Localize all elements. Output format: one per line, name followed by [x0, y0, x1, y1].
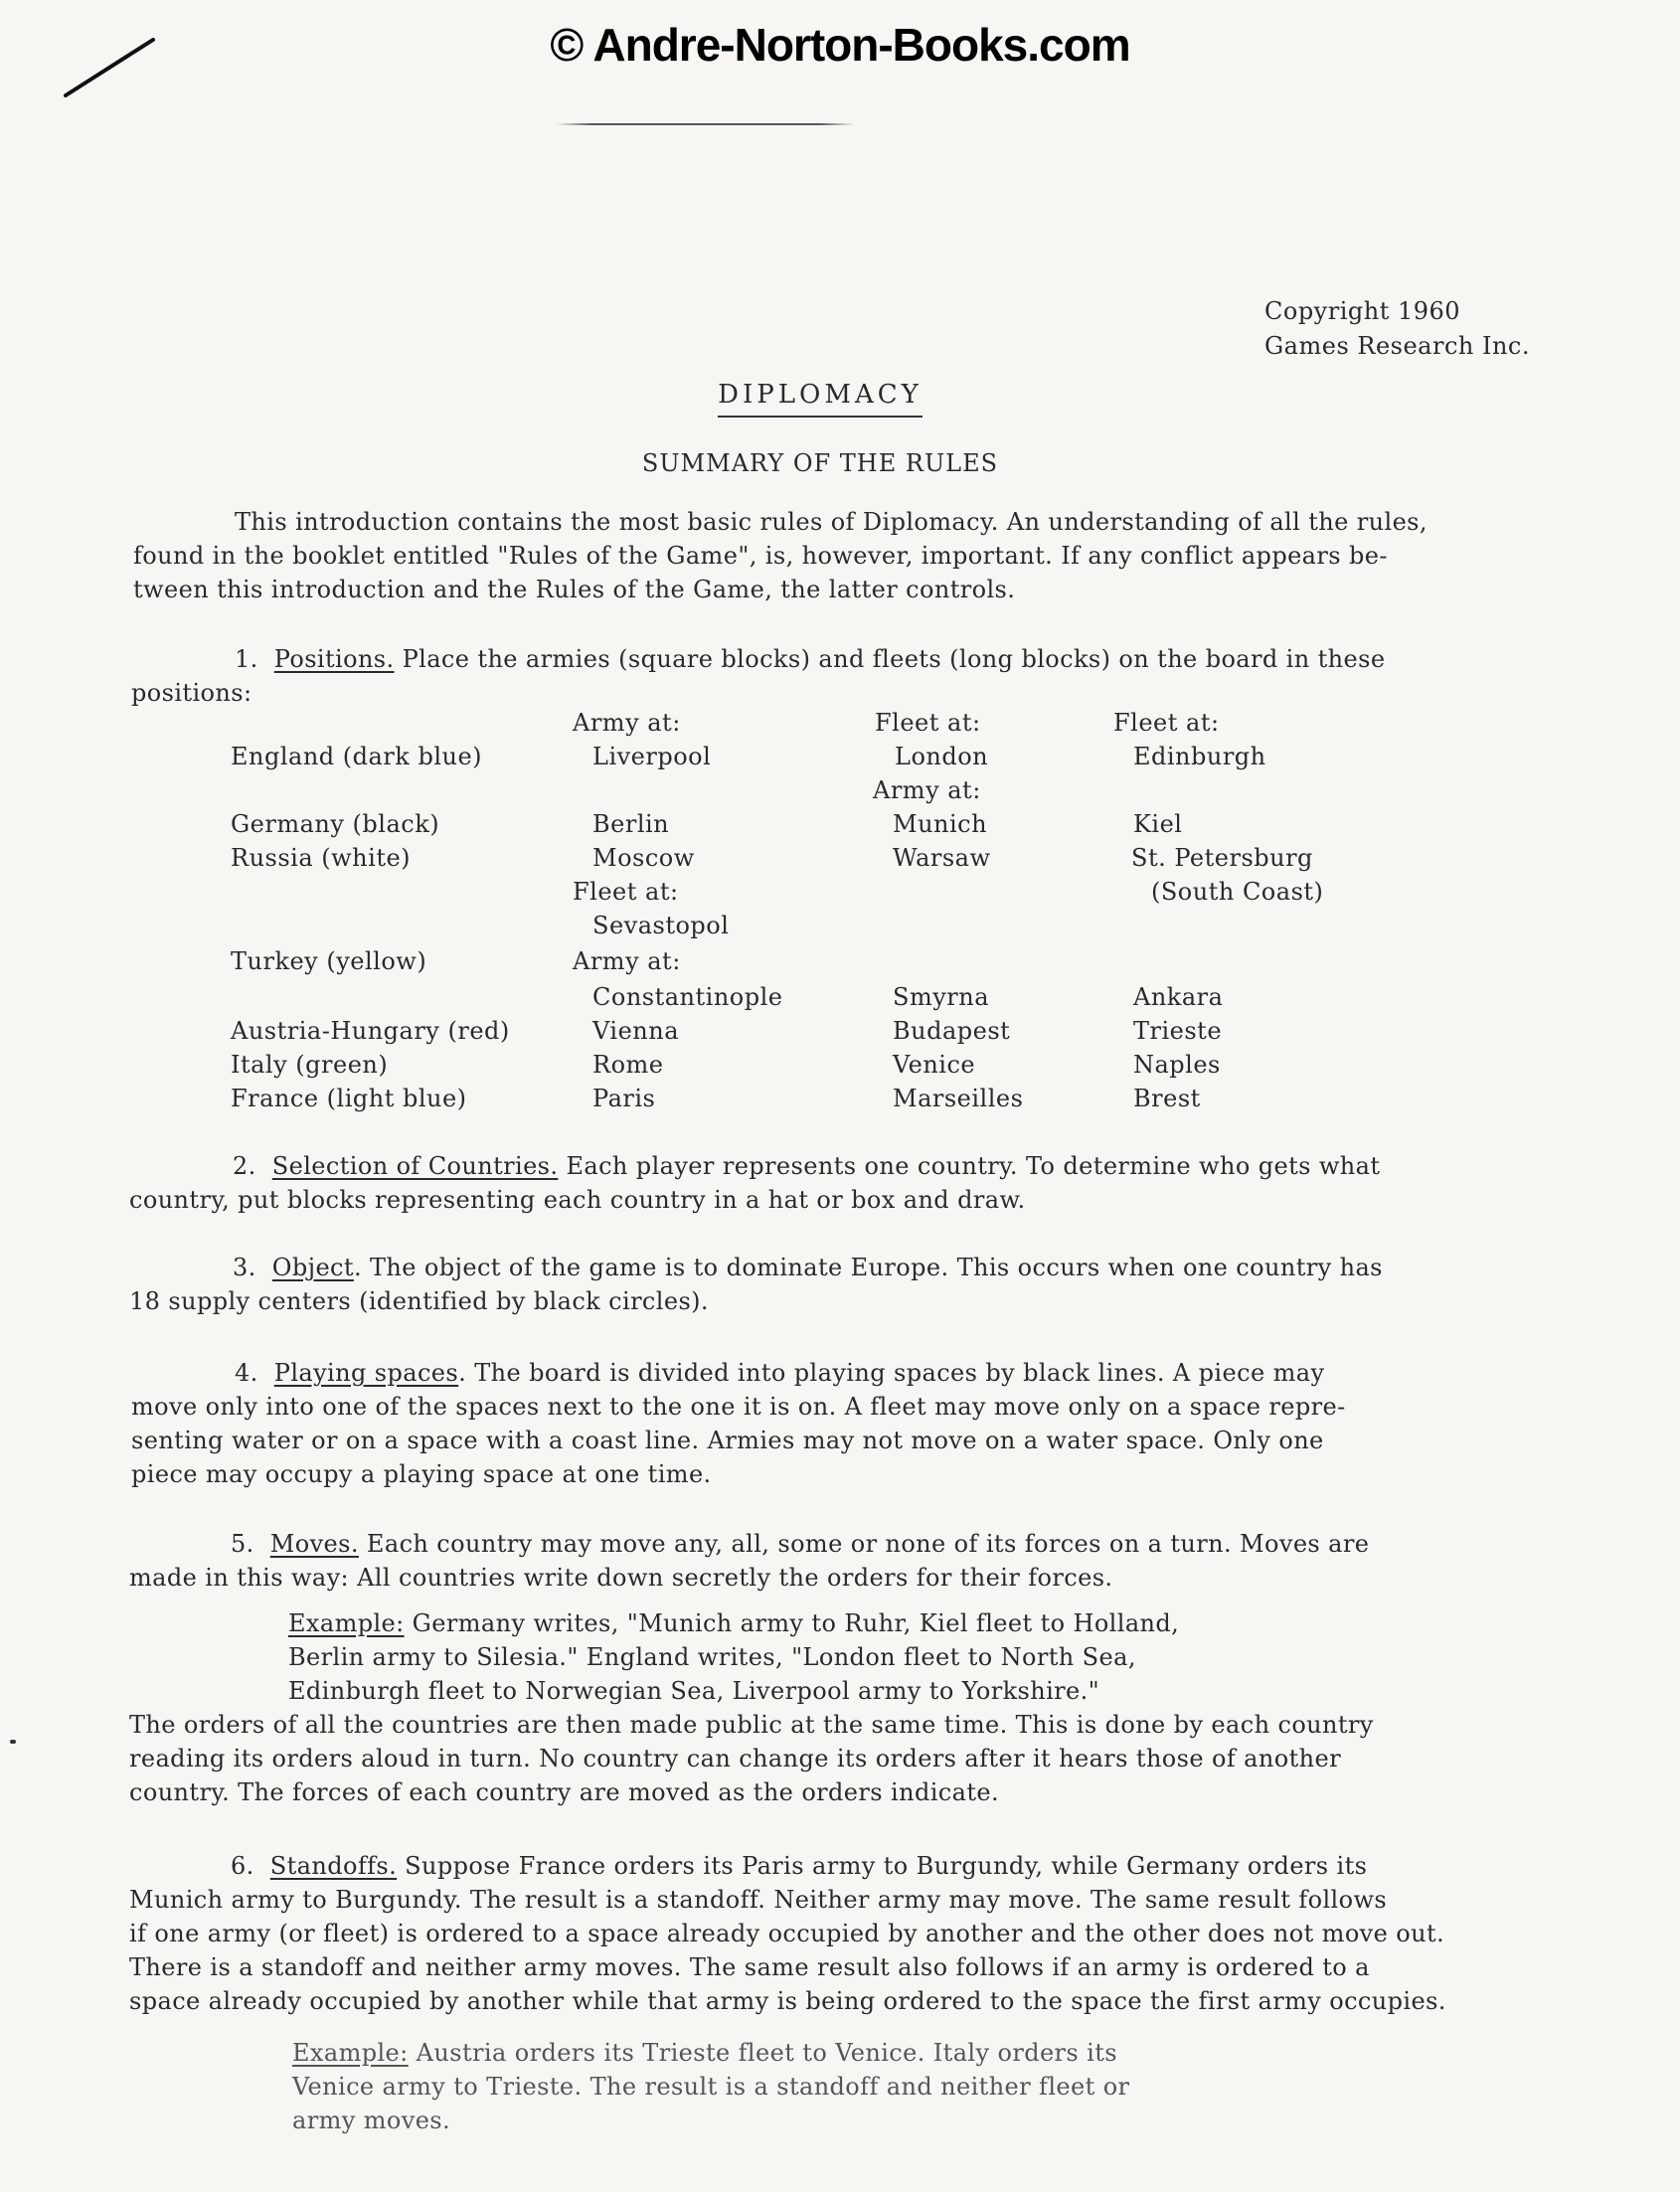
rule-text: Place the armies (square blocks) and fleets (long blocks) on the board in these [394, 645, 1386, 673]
example-block [288, 1606, 1374, 1708]
rule-heading: Selection of Countries. [271, 1152, 559, 1180]
rule-number: 6. [231, 1852, 254, 1880]
table-cell: Munich [893, 810, 988, 838]
publisher-line: Games Research Inc. [1264, 332, 1530, 360]
table-cell: Trieste [1133, 1017, 1223, 1045]
table-cell: Fleet at: [573, 878, 679, 906]
rule-playing-spaces [131, 1356, 1346, 1491]
rule-number: 3. [233, 1254, 256, 1281]
table-cell: Budapest [893, 1017, 1011, 1045]
country-cell: Russia (white) [231, 844, 412, 872]
table-cell: Marseilles [893, 1085, 1024, 1112]
rule-line [231, 1849, 1446, 1883]
rule-object [129, 1251, 1383, 1318]
copyright-line: Copyright 1960 [1264, 297, 1461, 325]
table-cell: Rome [592, 1051, 664, 1079]
table-cell: (South Coast) [1151, 878, 1324, 906]
intro-line: found in the booklet entitled "Rules of the Game", is, however, important. If any conflict appears be- [133, 542, 1388, 570]
example-line: Berlin army to Silesia." England writes, "London fleet to North Sea, [288, 1643, 1136, 1671]
intro-line: This introduction contains the most basic rules of Diplomacy. An understanding of all the rules, [235, 508, 1428, 536]
example-line [288, 1606, 1374, 1640]
table-cell: Army at: [573, 947, 681, 975]
table-cell: Kiel [1133, 810, 1183, 838]
rule-line: made in this way: All countries write down secretly the orders for their forces. [129, 1564, 1113, 1592]
rule-heading: Object [271, 1254, 354, 1281]
title-text: DIPLOMACY [718, 380, 923, 418]
example-text: Austria orders its Trieste fleet to Venice. Italy orders its [408, 2039, 1118, 2067]
rule-heading: Positions. [273, 645, 395, 673]
rule-line [235, 642, 1385, 676]
rule-line [231, 1527, 1374, 1561]
example-label: Example: [288, 1609, 405, 1637]
example-line: army moves. [292, 2107, 451, 2134]
country-cell: Austria-Hungary (red) [231, 1017, 510, 1045]
table-cell: Ankara [1133, 983, 1224, 1011]
rule-heading: Moves. [269, 1530, 359, 1558]
rule-heading: Standoffs. [269, 1852, 398, 1880]
rule-line: There is a standoff and neither army moves. The same result also follows if an army is ordered to a [129, 1953, 1370, 1981]
table-cell: Edinburgh [1133, 743, 1266, 770]
rule-moves [129, 1527, 1374, 1809]
rule-line: Munich army to Burgundy. The result is a standoff. Neither army may move. The same result follows [129, 1886, 1388, 1914]
example-line: Venice army to Trieste. The result is a standoff and neither fleet or [292, 2073, 1130, 2101]
table-cell: Warsaw [893, 844, 991, 872]
example-line [292, 2036, 1446, 2070]
rule-positions [131, 642, 1385, 710]
rule-line: positions: [131, 679, 252, 707]
rule-number: 5. [231, 1530, 254, 1558]
copyright-block [1264, 294, 1530, 364]
rule-text: . The object of the game is to dominate Europe. This occurs when one country has [353, 1254, 1383, 1281]
rule-text: Each country may move any, all, some or none of its forces on a turn. Moves are [358, 1530, 1370, 1558]
table-cell: Fleet at: [1113, 709, 1220, 737]
rule-line: piece may occupy a playing space at one time. [131, 1460, 712, 1488]
rule-line [233, 1149, 1380, 1183]
rule-text: Suppose France orders its Paris army to Burgundy, while Germany orders its [397, 1852, 1368, 1880]
rule-line: if one army (or fleet) is ordered to a space already occupied by another and the other does not move out. [129, 1920, 1445, 1947]
example-block [292, 2036, 1446, 2137]
watermark: © Andre-Norton-Books.com [550, 19, 1130, 71]
rule-number: 4. [235, 1359, 258, 1387]
rule-number: 1. [235, 645, 258, 673]
rule-text: . The board is divided into playing spaces by black lines. A piece may [458, 1359, 1325, 1387]
header-rule [557, 123, 855, 125]
table-cell: Berlin [592, 810, 670, 838]
table-cell: Fleet at: [875, 709, 981, 737]
rule-line: space already occupied by another while that army is being ordered to the space the first army occupies. [129, 1987, 1446, 2015]
table-cell: Moscow [592, 844, 695, 872]
country-cell: Turkey (yellow) [231, 947, 427, 975]
rule-line: The orders of all the countries are then made public at the same time. This is done by each country [129, 1711, 1374, 1739]
rule-line: country, put blocks representing each country in a hat or box and draw. [129, 1186, 1026, 1214]
table-cell: Naples [1133, 1051, 1221, 1079]
example-text: Germany writes, "Munich army to Ruhr, Kiel fleet to Holland, [404, 1609, 1180, 1637]
edge-speck [10, 1740, 16, 1744]
intro-paragraph [133, 505, 1428, 606]
table-cell: Army at: [873, 776, 981, 804]
rule-line [235, 1356, 1346, 1390]
intro-line: tween this introduction and the Rules of the Game, the latter controls. [133, 576, 1016, 603]
country-cell: Italy (green) [231, 1051, 389, 1079]
rule-line: senting water or on a space with a coast line. Armies may not move on a water space. Only one [131, 1427, 1324, 1454]
table-cell: Army at: [573, 709, 681, 737]
rule-line: move only into one of the spaces next to the one it is on. A fleet may move only on a space repre- [131, 1393, 1346, 1421]
table-cell: Constantinople [592, 983, 783, 1011]
example-line: Edinburgh fleet to Norwegian Sea, Liverpool army to Yorkshire." [288, 1677, 1100, 1705]
country-cell: Germany (black) [231, 810, 440, 838]
table-cell: London [895, 743, 989, 770]
table-cell: St. Petersburg [1131, 844, 1313, 872]
table-cell: Smyrna [893, 983, 989, 1011]
document-title [0, 380, 1640, 410]
rule-line: country. The forces of each country are moved as the orders indicate. [129, 1778, 1000, 1806]
rule-standoffs [129, 1849, 1446, 2137]
example-label: Example: [292, 2039, 409, 2067]
pen-stroke-mark [62, 36, 157, 99]
rule-line: 18 supply centers (identified by black circles). [129, 1287, 709, 1315]
document-subtitle: SUMMARY OF THE RULES [641, 449, 999, 477]
table-cell: Vienna [592, 1017, 680, 1045]
table-cell: Paris [592, 1085, 656, 1112]
rule-heading: Playing spaces [273, 1359, 459, 1387]
rule-selection [129, 1149, 1380, 1217]
table-cell: Brest [1133, 1085, 1201, 1112]
rule-line [233, 1251, 1383, 1284]
rule-line: reading its orders aloud in turn. No country can change its orders after it hears those of another [129, 1745, 1341, 1772]
table-cell: Liverpool [592, 743, 712, 770]
country-cell: England (dark blue) [231, 743, 483, 770]
rule-number: 2. [233, 1152, 256, 1180]
table-cell: Venice [893, 1051, 976, 1079]
rule-text: Each player represents one country. To determine who gets what [558, 1152, 1381, 1180]
country-cell: France (light blue) [231, 1085, 467, 1112]
table-cell: Sevastopol [592, 912, 730, 939]
